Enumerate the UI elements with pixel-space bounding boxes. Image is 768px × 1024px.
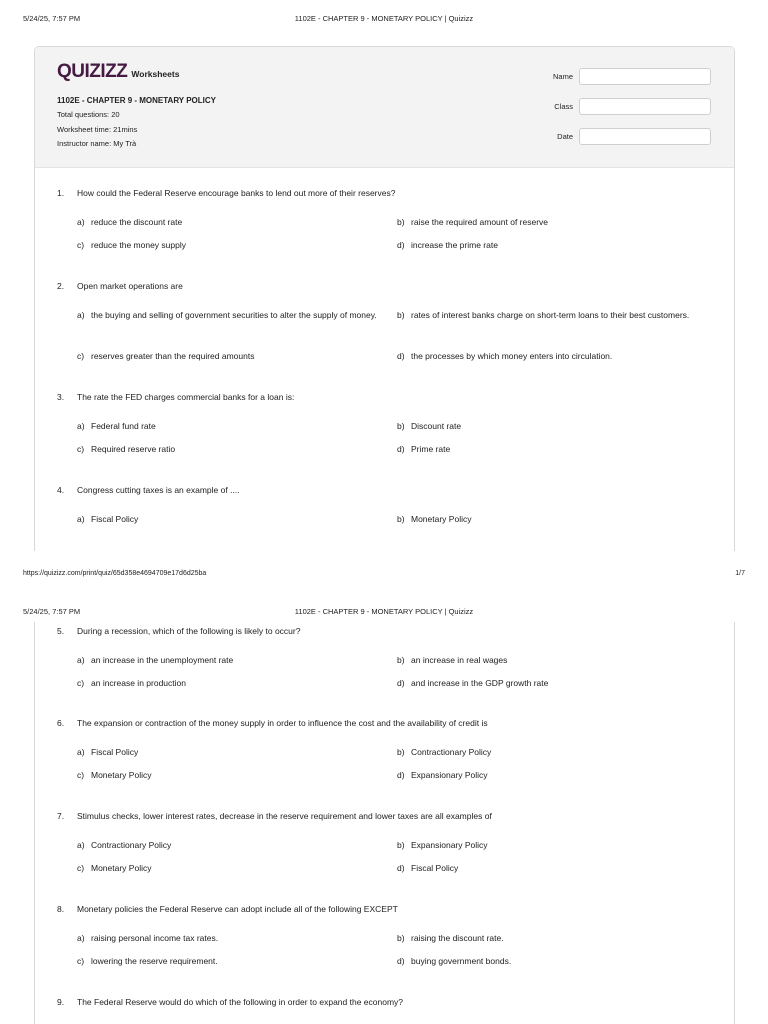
option-text: raising personal income tax rates. bbox=[91, 933, 219, 943]
total-questions: Total questions: 20 bbox=[57, 110, 120, 119]
option-a[interactable] bbox=[77, 306, 387, 324]
option-a[interactable] bbox=[77, 213, 387, 231]
question-text: Monetary policies the Federal Reserve can adopt include all of the following EXCEPT bbox=[77, 904, 398, 914]
name-label: Name bbox=[552, 72, 573, 81]
option-letter: c) bbox=[77, 863, 85, 873]
option-a[interactable] bbox=[77, 417, 387, 435]
option-text: reduce the discount rate bbox=[91, 217, 183, 227]
option-text: an increase in real wages bbox=[411, 655, 508, 665]
print-date: 5/24/25, 7:57 PM bbox=[23, 14, 81, 23]
question-text: The rate the FED charges commercial banks for a loan is: bbox=[77, 392, 295, 402]
option-c[interactable] bbox=[77, 674, 387, 692]
option-text: increase the prime rate bbox=[411, 240, 498, 250]
option-text: Expansionary Policy bbox=[411, 840, 488, 850]
option-letter: a) bbox=[77, 421, 85, 431]
option-b[interactable] bbox=[397, 213, 697, 231]
question-stem bbox=[57, 718, 488, 728]
option-letter: b) bbox=[397, 217, 405, 227]
option-letter: d) bbox=[397, 444, 405, 454]
question-text: How could the Federal Reserve encourage banks to lend out more of their reserves? bbox=[77, 188, 396, 198]
print-header bbox=[0, 14, 768, 30]
option-letter: a) bbox=[77, 933, 85, 943]
date-field[interactable] bbox=[579, 128, 711, 145]
question-number: 1. bbox=[57, 188, 65, 198]
option-letter: d) bbox=[397, 351, 405, 361]
option-d[interactable] bbox=[397, 859, 697, 877]
option-text: rates of interest banks charge on short-term loans to their best customers. bbox=[411, 310, 690, 320]
option-letter: d) bbox=[397, 240, 405, 250]
option-b[interactable] bbox=[397, 417, 697, 435]
instructor-name: Instructor name: My Trà bbox=[57, 139, 137, 148]
option-text: raising the discount rate. bbox=[411, 933, 504, 943]
question-number: 9. bbox=[57, 997, 65, 1007]
question-number: 2. bbox=[57, 281, 65, 291]
option-text: Monetary Policy bbox=[411, 514, 472, 524]
option-c[interactable] bbox=[77, 236, 387, 254]
option-b[interactable] bbox=[397, 836, 697, 854]
option-d[interactable] bbox=[397, 952, 697, 970]
option-letter: c) bbox=[77, 351, 85, 361]
option-b[interactable] bbox=[397, 651, 697, 669]
option-letter: b) bbox=[397, 514, 405, 524]
option-b[interactable] bbox=[397, 743, 697, 761]
question-text: During a recession, which of the following is likely to occur? bbox=[77, 626, 301, 636]
question-text: Open market operations are bbox=[77, 281, 183, 291]
option-letter: b) bbox=[397, 840, 405, 850]
option-letter: a) bbox=[77, 217, 85, 227]
option-letter: c) bbox=[77, 678, 85, 688]
question-number: 8. bbox=[57, 904, 65, 914]
option-text: Fiscal Policy bbox=[91, 514, 139, 524]
question-text: The Federal Reserve would do which of the following in order to expand the economy? bbox=[77, 997, 404, 1007]
option-d[interactable] bbox=[397, 766, 697, 784]
logo-subtitle: Worksheets bbox=[131, 69, 180, 79]
question-stem bbox=[57, 392, 294, 402]
option-letter: b) bbox=[397, 421, 405, 431]
option-b[interactable] bbox=[397, 929, 697, 947]
question-number: 5. bbox=[57, 626, 65, 636]
option-text: Expansionary Policy bbox=[411, 770, 488, 780]
option-text: lowering the reserve requirement. bbox=[91, 956, 218, 966]
name-field[interactable] bbox=[579, 68, 711, 85]
question-text: Congress cutting taxes is an example of .... bbox=[77, 485, 240, 495]
option-text: Federal fund rate bbox=[91, 421, 156, 431]
option-a[interactable] bbox=[77, 651, 387, 669]
option-a[interactable] bbox=[77, 836, 387, 854]
question-stem bbox=[57, 904, 398, 914]
option-text: buying government bonds. bbox=[411, 956, 512, 966]
print-url: https://quizizz.com/print/quiz/65d358e4694709e17d6d25ba bbox=[23, 570, 207, 577]
option-letter: a) bbox=[77, 840, 85, 850]
option-letter: d) bbox=[397, 678, 405, 688]
option-letter: c) bbox=[77, 240, 85, 250]
option-letter: b) bbox=[397, 747, 405, 757]
option-text: an increase in the unemployment rate bbox=[91, 655, 234, 665]
question-number: 4. bbox=[57, 485, 65, 495]
date-label: Date bbox=[557, 132, 573, 141]
question-number: 3. bbox=[57, 392, 65, 402]
option-letter: d) bbox=[397, 956, 405, 966]
print-date: 5/24/25, 7:57 PM bbox=[23, 607, 81, 616]
option-a[interactable] bbox=[77, 929, 387, 947]
option-letter: b) bbox=[397, 310, 405, 320]
option-text: the processes by which money enters into circulation. bbox=[411, 351, 613, 361]
question-stem bbox=[57, 281, 183, 291]
option-text: reduce the money supply bbox=[91, 240, 186, 250]
option-letter: b) bbox=[397, 933, 405, 943]
option-letter: c) bbox=[77, 444, 85, 454]
option-text: Prime rate bbox=[411, 444, 451, 454]
question-stem bbox=[57, 485, 240, 495]
option-text: Discount rate bbox=[411, 421, 462, 431]
option-c[interactable] bbox=[77, 952, 387, 970]
option-letter: c) bbox=[77, 956, 85, 966]
option-d[interactable] bbox=[397, 236, 697, 254]
option-letter: d) bbox=[397, 863, 405, 873]
option-c[interactable] bbox=[77, 766, 387, 784]
question-text: The expansion or contraction of the money supply in order to influence the cost and the availability of credit is bbox=[77, 718, 488, 728]
print-title: 1102E - CHAPTER 9 - MONETARY POLICY | Quizizz bbox=[294, 607, 474, 616]
option-text: raise the required amount of reserve bbox=[411, 217, 549, 227]
question-stem bbox=[57, 811, 492, 821]
question-number: 6. bbox=[57, 718, 65, 728]
question-stem bbox=[57, 997, 403, 1007]
class-label: Class bbox=[554, 102, 573, 111]
option-letter: a) bbox=[77, 514, 85, 524]
option-letter: a) bbox=[77, 747, 85, 757]
print-title: 1102E - CHAPTER 9 - MONETARY POLICY | Quizizz bbox=[294, 14, 474, 23]
logo-row bbox=[57, 63, 179, 81]
option-letter: a) bbox=[77, 310, 85, 320]
option-text: Fiscal Policy bbox=[91, 747, 139, 757]
option-a[interactable] bbox=[77, 510, 387, 528]
worksheet-page-2 bbox=[34, 622, 735, 1024]
option-text: Contractionary Policy bbox=[411, 747, 492, 757]
option-c[interactable] bbox=[77, 440, 387, 458]
option-text: Monetary Policy bbox=[91, 863, 152, 873]
quizizz-logo: QUIZIZZ bbox=[57, 61, 128, 82]
option-a[interactable] bbox=[77, 743, 387, 761]
class-field[interactable] bbox=[579, 98, 711, 115]
option-letter: b) bbox=[397, 655, 405, 665]
option-text: Monetary Policy bbox=[91, 770, 152, 780]
option-c[interactable] bbox=[77, 859, 387, 877]
option-b[interactable] bbox=[397, 306, 697, 324]
worksheet-title: 1102E - CHAPTER 9 - MONETARY POLICY bbox=[57, 96, 216, 105]
option-d[interactable] bbox=[397, 440, 697, 458]
question-stem bbox=[57, 188, 395, 198]
worksheet-page-1 bbox=[34, 46, 735, 551]
option-d[interactable] bbox=[397, 674, 697, 692]
option-text: Contractionary Policy bbox=[91, 840, 172, 850]
option-b[interactable] bbox=[397, 510, 697, 528]
option-text: the buying and selling of government securities to alter the supply of money. bbox=[91, 310, 377, 320]
print-header-2 bbox=[0, 607, 768, 623]
question-text: Stimulus checks, lower interest rates, decrease in the reserve requirement and lower taxes are all examples of bbox=[77, 811, 492, 821]
option-letter: a) bbox=[77, 655, 85, 665]
option-d[interactable] bbox=[397, 347, 697, 365]
option-letter: d) bbox=[397, 770, 405, 780]
page-number: 1/7 bbox=[735, 570, 745, 577]
worksheet-time: Worksheet time: 21mins bbox=[57, 125, 138, 134]
option-text: reserves greater than the required amounts bbox=[91, 351, 255, 361]
option-c[interactable] bbox=[77, 347, 387, 365]
option-text: Required reserve ratio bbox=[91, 444, 176, 454]
option-text: Fiscal Policy bbox=[411, 863, 459, 873]
option-text: and increase in the GDP growth rate bbox=[411, 678, 549, 688]
question-number: 7. bbox=[57, 811, 65, 821]
option-text: an increase in production bbox=[91, 678, 186, 688]
option-letter: c) bbox=[77, 770, 85, 780]
worksheet-header bbox=[35, 47, 734, 168]
question-stem bbox=[57, 626, 300, 636]
